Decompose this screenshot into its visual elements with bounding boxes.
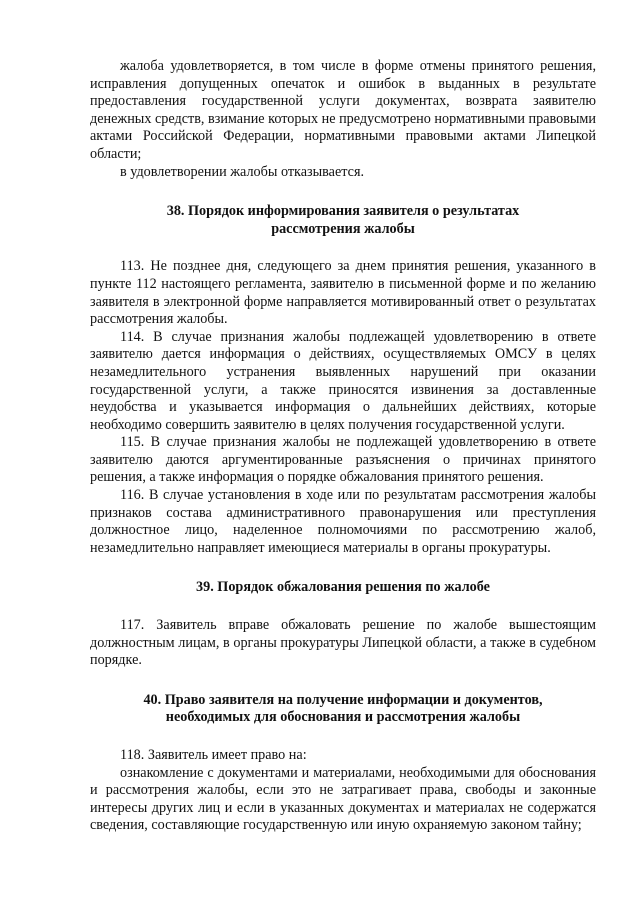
paragraph-familiarization: ознакомление с документами и материалами, необходимыми для обоснования и рассмотрения жалобы, если это не затрагивает права, свободы и законные интересы других лиц и если в указанных документах и материалах не содержатся сведения, составляющие государственную или иную охраняемую законом тайну; <box>90 764 596 834</box>
spacer <box>90 238 596 258</box>
spacer <box>90 181 596 203</box>
paragraph-113: 113. Не позднее дня, следующего за днем принятия решения, указанного в пункте 112 настоящего регламента, заявителю в письменной форме и по желанию заявителя в электронной форме направляется мотивированный ответ о результатах рассмотрения жалобы. <box>90 258 596 328</box>
section-39-heading-line1: 39. Порядок обжалования решения по жалобе <box>196 579 490 596</box>
section-38-heading <box>90 203 596 238</box>
section-40-heading-line2: необходимых для обоснования и рассмотрения жалобы <box>165 709 521 726</box>
spacer <box>90 597 596 617</box>
paragraph-complaint-rejected: в удовлетворении жалобы отказывается. <box>120 163 365 180</box>
paragraph-114: 114. В случае признания жалобы подлежащей удовлетворению в ответе заявителю дается информация о действиях, осуществляемых ОМСУ в целях незамедлительного устранения выявленных нарушений при оказании государственной услуги, а также приносятся извинения за доставленные неудобства и указывается информация о дальнейших действиях, которые необходимо совершить заявителю в целях получения государственной услуги. <box>90 328 596 433</box>
spacer <box>90 727 596 747</box>
spacer <box>90 557 596 579</box>
paragraph-117: 117. Заявитель вправе обжаловать решение по жалобе вышестоящим должностным лицам, в органы прокуратуры Липецкой области, а также в судебном порядке. <box>90 617 596 669</box>
section-38-heading-line2: рассмотрения жалобы <box>271 220 415 237</box>
paragraph-116: 116. В случае установления в ходе или по результатам рассмотрения жалобы признаков состава административного правонарушения или преступления должностное лицо, наделенное полномочиями по рассмотрению жалоб, незамедлительно направляет имеющиеся материалы в органы прокуратуры. <box>90 487 596 556</box>
paragraph-complaint-satisfied: жалоба удовлетворяется, в том числе в форме отмены принятого решения, исправления допущенных опечаток и ошибок в выданных в результате предоставления государственной услуги документах, возврата заявителю денежных средств, взимание которых не предусмотрено нормативными правовыми актами Российской Федерации, нормативными правовыми актами Липецкой области; <box>90 58 596 162</box>
paragraph-115: 115. В случае признания жалобы не подлежащей удовлетворению в ответе заявителю даются аргументированные разъяснения о причинах принятого решения, а также информация о порядке обжалования принятого решения. <box>90 434 596 486</box>
section-40-heading-line1: 40. Право заявителя на получение информации и документов, <box>143 691 543 708</box>
paragraph-118: 118. Заявитель имеет право на: <box>120 747 307 763</box>
section-40-heading <box>90 692 596 727</box>
spacer <box>90 670 596 692</box>
section-38-heading-line1: 38. Порядок информирования заявителя о результатах <box>166 203 520 220</box>
section-39-heading <box>90 579 596 597</box>
